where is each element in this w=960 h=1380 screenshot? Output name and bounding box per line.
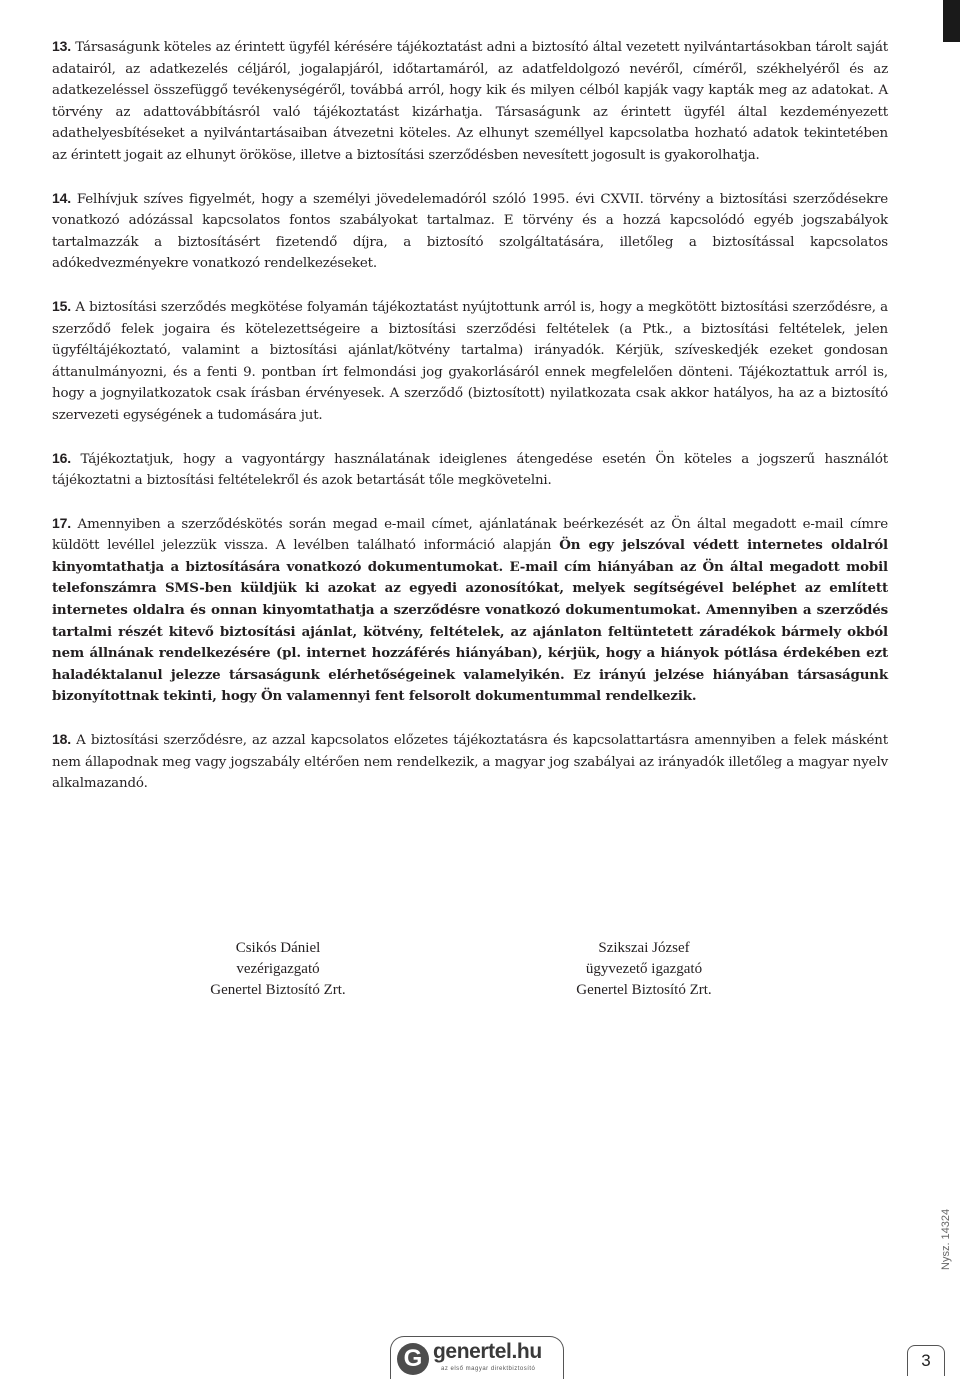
document-code: Nysz. 14324 [940,1208,952,1270]
corner-mark [943,0,960,42]
section-text: Tájékoztatjuk, hogy a vagyontárgy használatának ideiglenes átengedése esetén Ön köteles a jogszerű használót tájékoztatni a biztosítási feltételekről és azok betartását tőle megkövetelni. [52,451,888,489]
section-text: Társaságunk köteles az érintett ügyfél kérésére tájékoztatást adni a biztosító által vezetett nyilvántartásokban tárolt saját adatairól, az adatkezelés céljáról, jogalapjáról, időtartamáról, az adatfeldolgozó nevéről, címéről, székhelyéről és az adatkezeléssel összefüggő tevékenységéről, továbbá arról, hogy kik és milyen célból kapják vagy kapták meg az adatokat. A törvény az adattovábbításról való tájékoztatást kizárhatja. Társaságunk az érintett ügyfél által kezdeményezett adathelyesbítéseket a nyilvántartásaiban átvezetni köteles. Az elhunyt személlyel kapcsolatba hozható adatok tekintetében az érintett jogait az elhunyt örököse, illetve a biztosítási szerződésben nevesített jogosult is gyakorolhatja. [52,40,889,163]
logo-tagline: az első magyar direktbiztosító [441,1366,536,1372]
signature-left [148,938,408,1001]
section-text: Felhívjuk szíves figyelmét, hogy a személyi jövedelemadóról szóló 1995. évi CXVII. törvény a biztosítási szerződésekre vonatkozó adózással kapcsolatos fontos szabályokat tartalmaz. E törvény és a hozzá kapcsolódó egyéb jogszabályok tartalmazzák a biztosításért fizetendő díjra, a biztosító szolgáltatására, illetőleg a biztosítással kapcsolatos adókedvezményekre vonatkozó rendelkezéseket. [52,191,888,272]
signatory-title: ügyvezető igazgató [585,961,703,977]
logo-g-icon: G [397,1343,429,1375]
section-14 [52,188,888,275]
signatory-company: Genertel Biztosító Zrt. [576,982,712,998]
section-text-bold: Ön egy jelszóval védett internetes oldalról kinyomtathatja a biztosítására vonatkozó dokumentumokat. E-mail cím hiányában az Ön által megadott mobil telefonszámra SMS-ben küldjük ki azokat az egyedi azonosítókat, melyek segítségével beléphet az említett internetes oldalra és onnan kinyomtathatja a szerződésre vonatkozó dokumentumokat. Amennyiben a szerződés tartalmi részét kitevő biztosítási ajánlat, kötvény, feltételek, az ajánlaton feltüntetett záradékok bármely okból nem állnának rendelkezésére (pl. internet hozzáférés hiányában), kérjük, hogy a hiányok pótlása érdekében ezt haladéktalanul jelezze társaságunk elérhetőségeinek valamelyikén. Ez irányú jelzése hiányában társaságunk bizonyítottnak tekinti, hogy Ön valamennyi fent felsorolt dokumentummal rendelkezik. [52,537,888,705]
section-13 [52,36,888,167]
signatory-name: Csikós Dániel [235,940,321,956]
section-16 [52,448,888,492]
section-15 [52,296,888,427]
section-number: 13. [52,38,72,54]
section-text: Amennyiben a szerződéskötés során megad e-mail címet, ajánlatának beérkezését az Ön által megadott e-mail címre küldött levéllel jelezzük vissza. A levélben található információ alapján [52,516,889,554]
signatory-title: vezérigazgató [236,961,320,977]
signatory-name: Szikszai József [598,940,690,956]
signatory-company: Genertel Biztosító Zrt. [210,982,346,998]
page-number: 3 [907,1345,945,1376]
section-17 [52,513,888,708]
section-number: 16. [52,449,72,466]
generali-logo [390,1336,564,1379]
section-text: A biztosítási szerződésre, az azzal kapcsolatos előzetes tájékoztatásra és kapcsolattartásra amennyiben a felek másként nem állapodnak meg vagy jogszabály eltérően nem rendelkezik, a magyar jog szabályai az irányadók illetőleg a magyar nyelv alkalmazandó. [52,733,888,792]
section-number: 17. [52,514,72,531]
section-18 [52,729,888,795]
section-number: 18. [52,731,72,748]
document-body [52,36,888,816]
logo-text: genertel.hu [433,1340,542,1363]
signature-right [514,938,774,1001]
section-number: 14. [52,189,72,206]
section-number: 15. [52,297,72,314]
section-text: A biztosítási szerződés megkötése folyamán tájékoztatást nyújtottunk arról is, hogy a megkötött biztosítási szerződésre, a szerződő felek jogaira és kötelezettségeire a biztosítási szerződési feltételek (a Ptk., a biztosítási feltételek, jelen ügyféltájékoztató, valamint a biztosítási ajánlat/kötvény tartalma) irányadók. Kérjük, szíveskedjék ezeket gondosan áttanulmányozni, és a fenti 9. pontban írt felmondási jog gyakorlásáról ennek megfelelően dönteni. Tájékoztattuk arról is, hogy a jognyilatkozatok csak írásban érvényesek. A szerződő (biztosított) nyilatkozata csak akkor hatályos, ha az a biztosító szervezeti egységének a tudomására jut. [52,299,888,423]
